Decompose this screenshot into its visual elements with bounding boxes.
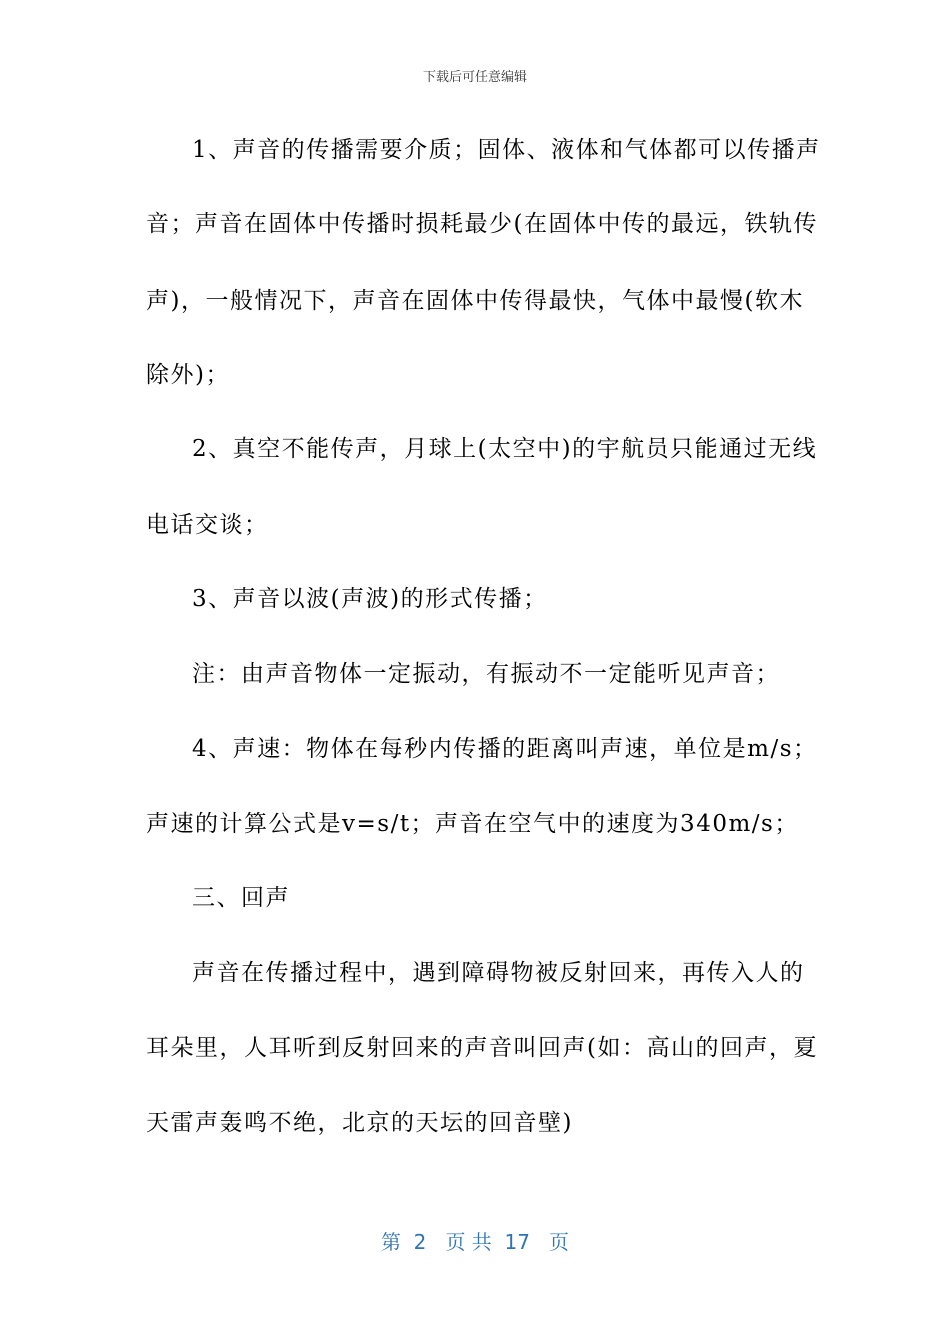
- paragraph-line: 3、声音以波(声波)的形式传播；: [192, 586, 548, 612]
- paragraph-line: 1、声音的传播需要介质；固体、液体和气体都可以传播声: [192, 137, 821, 163]
- header-note: 下载后可任意编辑: [422, 70, 527, 85]
- paragraph-line: 声)，一般情况下，声音在固体中传得最快，气体中最慢(软木: [146, 288, 804, 314]
- section-heading: 三、回声: [192, 885, 290, 911]
- paragraph-line: 音；声音在固体中传播时损耗最少(在固体中传的最远，铁轨传: [146, 211, 818, 237]
- paragraph-line: 耳朵里，人耳听到反射回来的声音叫回声(如：高山的回声，夏: [146, 1035, 818, 1061]
- page-number: 第 2 页 共 17 页: [380, 1230, 570, 1254]
- paragraph-line: 注：由声音物体一定振动，有振动不一定能听见声音；: [192, 661, 780, 687]
- paragraph-line: 2、真空不能传声，月球上(太空中)的宇航员只能通过无线: [192, 436, 818, 462]
- paragraph-line: 电话交谈；: [146, 512, 269, 538]
- paragraph-line: 天雷声轰鸣不绝，北京的天坛的回音壁): [146, 1110, 573, 1136]
- paragraph-line: 除外)；: [146, 362, 230, 388]
- paragraph-line: 声速的计算公式是v=s/t；声音在空气中的速度为340m/s；: [146, 811, 799, 837]
- paragraph-line: 声音在传播过程中，遇到障碍物被反射回来，再传入人的: [192, 960, 805, 986]
- paragraph-line: 4、声速：物体在每秒内传播的距离叫声速，单位是m/s；: [192, 736, 818, 762]
